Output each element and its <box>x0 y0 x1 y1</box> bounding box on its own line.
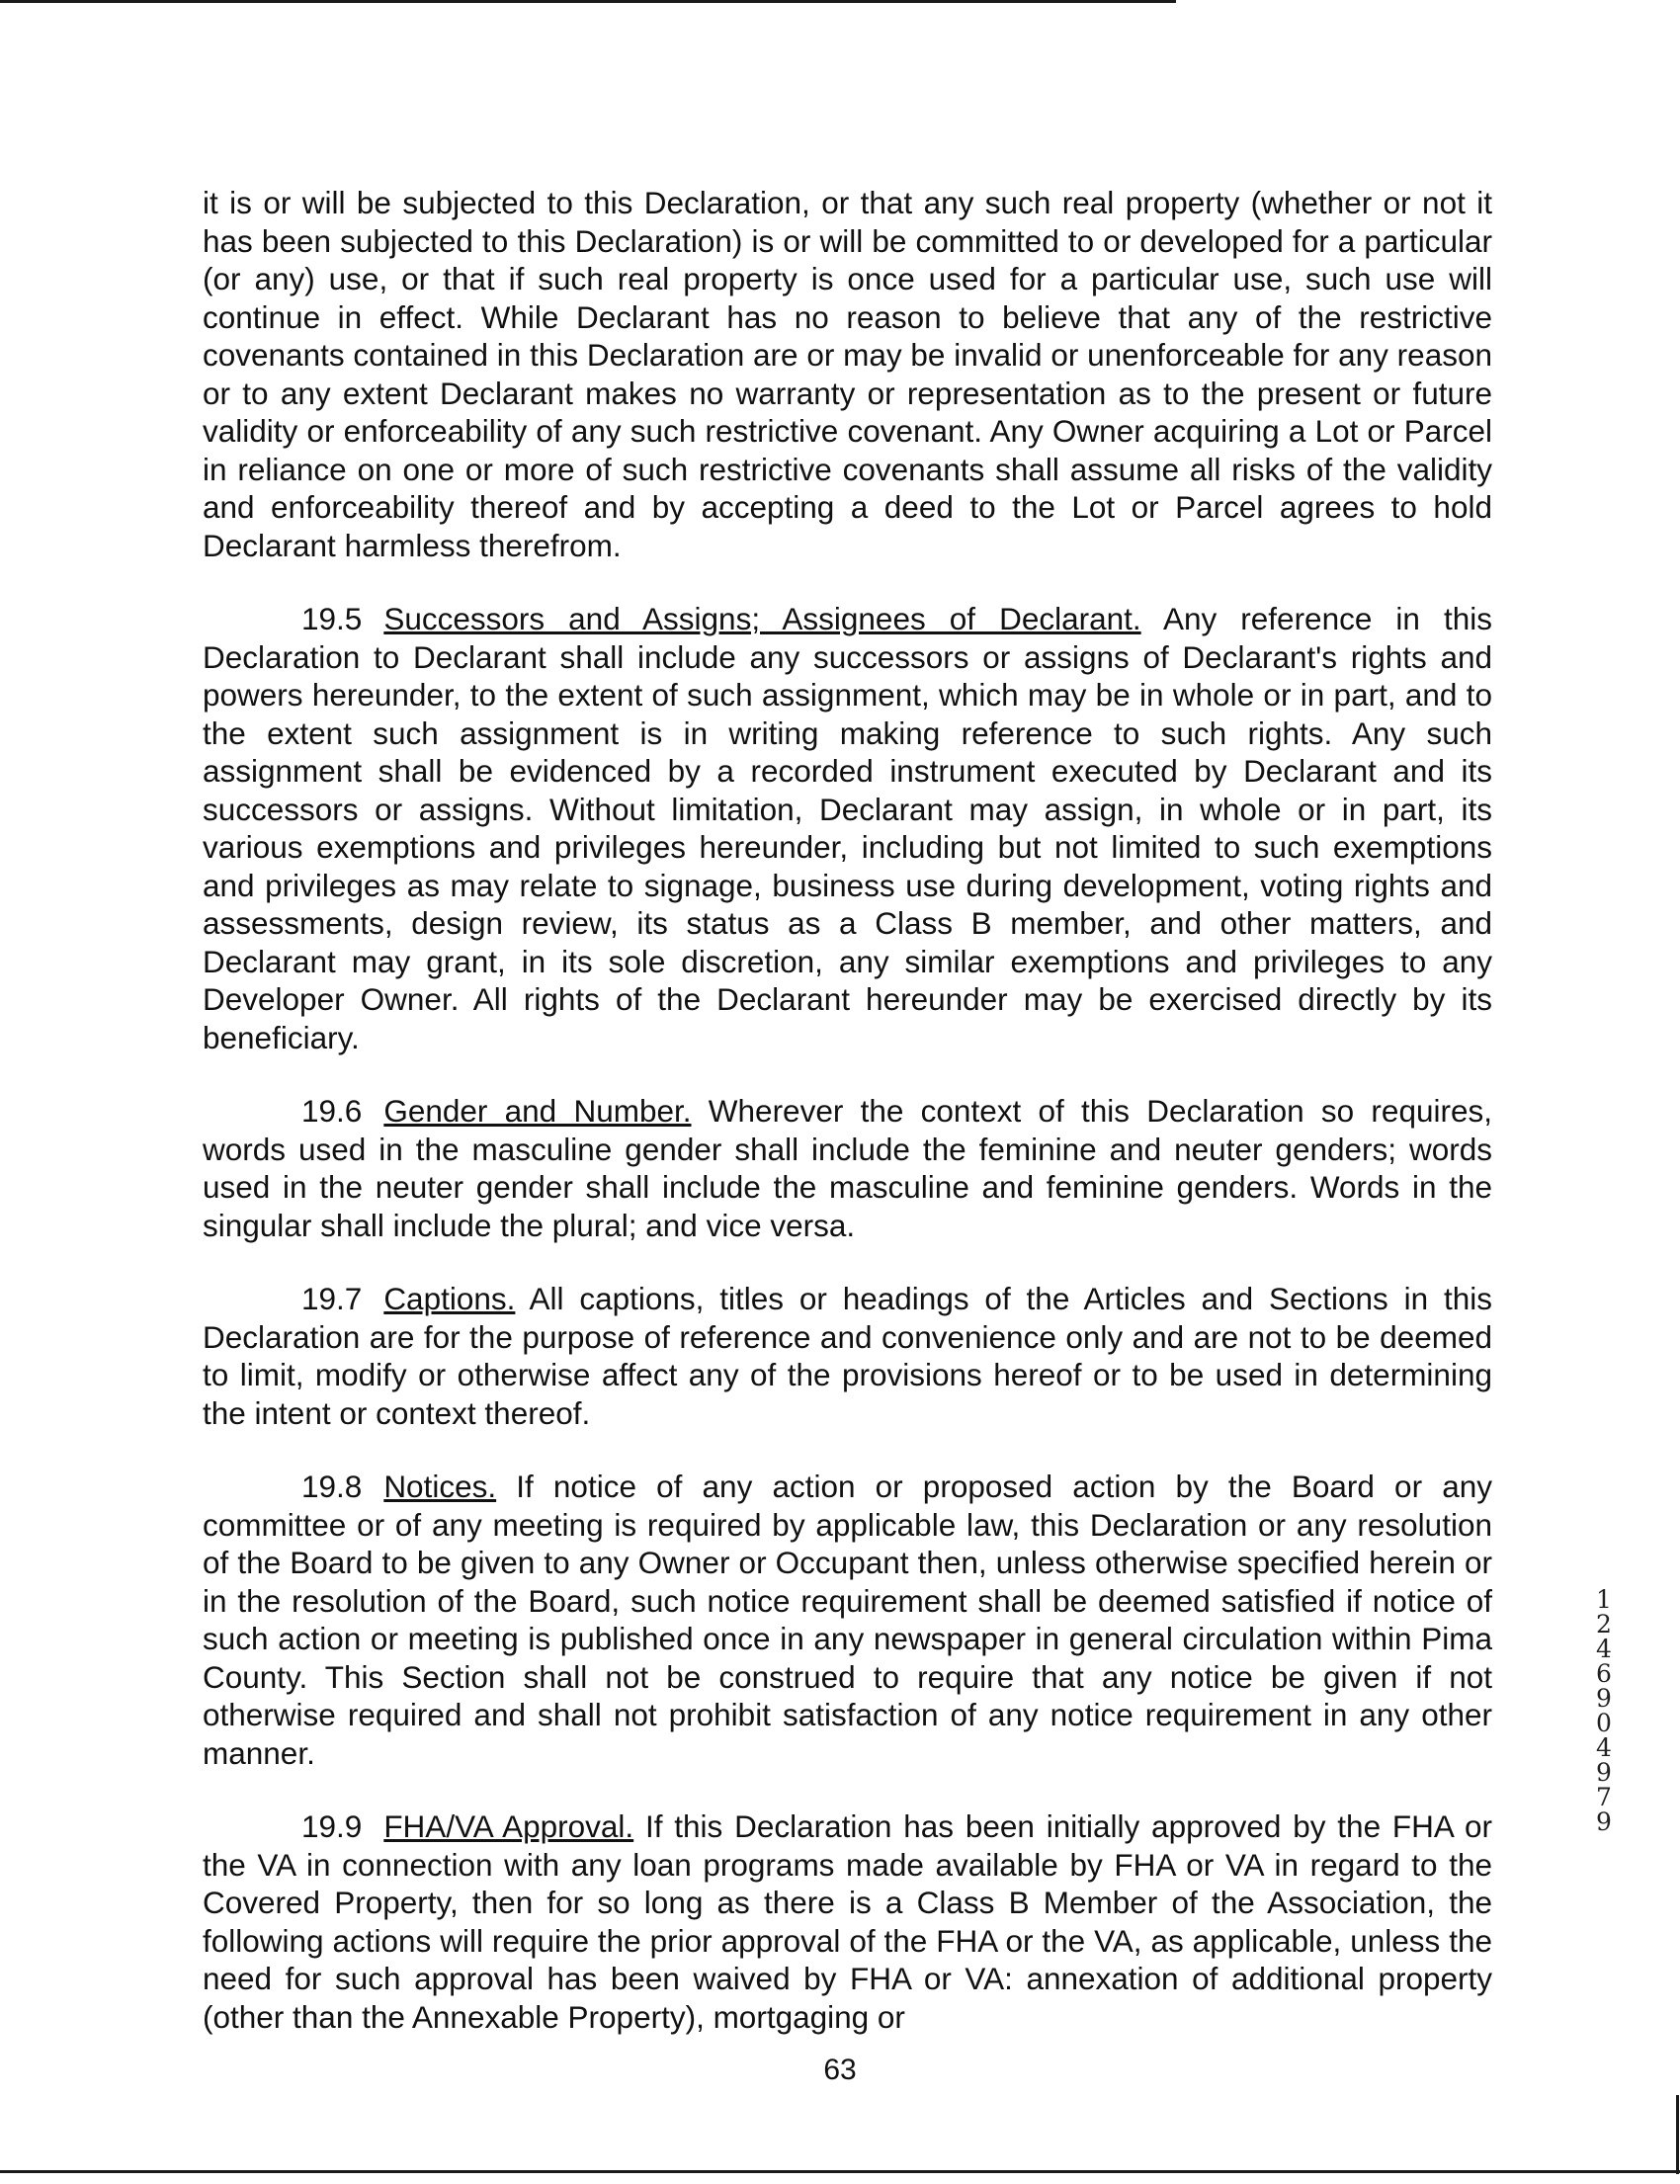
section-title: FHA/VA Approval. <box>383 1808 634 1844</box>
section-body: All captions, titles or headings of the Articles and Sections in this Declaration are for the purpose of reference and convenience only and are not to be deemed to limit, modify or otherwise affect any of the provisions hereof or to be used in determining the intent or context thereof. <box>203 1281 1492 1431</box>
section-body: Any reference in this Declaration to Declarant shall include any successors or assigns of Declarant's rights and powers hereunder, to the extent of such assignment, which may be in whole or in part, and to the extent such assignment is in writing making reference to such rights. Any such assignment shall be evidenced by a recorded instrument executed by Declarant and its successors or assigns. Without limitation, Declarant may assign, in whole or in part, its various exemptions and privileges hereunder, including but not limited to such exemptions and privileges as may relate to signage, business use during development, voting rights and assessments, design review, its status as a Class B member, and other matters, and Declarant may grant, in its sole discretion, any similar exemptions and privileges to any Developer Owner. All rights of the Declarant hereunder may be exercised directly by its beneficiary. <box>203 601 1492 1055</box>
section-19-9 <box>203 1807 1492 2036</box>
section-number: 19.7 <box>301 1281 363 1316</box>
scan-border-top <box>0 0 1176 3</box>
document-page <box>203 184 1492 2036</box>
page-number: 63 <box>823 2054 857 2086</box>
scan-border-right <box>1676 2095 1679 2174</box>
section-number: 19.9 <box>301 1808 363 1844</box>
section-title: Captions. <box>383 1281 516 1316</box>
section-body: Wherever the context of this Declaration so requires, words used in the masculine gender shall include the feminine and neuter genders; words used in the neuter gender shall include the masculine and feminine genders. Words in the singular shall include the plural; and vice versa. <box>203 1093 1492 1243</box>
section-19-8 <box>203 1468 1492 1772</box>
section-19-5 <box>203 600 1492 1056</box>
section-number: 19.8 <box>301 1469 363 1504</box>
section-title: Notices. <box>383 1469 497 1504</box>
section-19-7 <box>203 1280 1492 1432</box>
section-number: 19.5 <box>301 601 363 636</box>
scan-border-bottom <box>0 2170 1680 2173</box>
section-body: If this Declaration has been initially approved by the FHA or the VA in connection with any loan programs made available by FHA or VA in regard to the Covered Property, then for so long as there is a Class B Member of the Association, the following actions will require the prior approval of the FHA or the VA, as applicable, unless the need for such approval has been waived by FHA or VA: annexation of additional property (other than the Annexable Property), mortgaging or <box>203 1808 1492 2035</box>
section-title: Successors and Assigns; Assignees of Declarant. <box>383 601 1141 636</box>
section-number: 19.6 <box>301 1093 363 1129</box>
continuation-paragraph: it is or will be subjected to this Declaration, or that any such real property (whether or not it has been subjected to this Declaration) is or will be committed to or developed for a particular (or any) use, or that if such real property is once used for a particular use, such use will continue in effect. While Declarant has no reason to believe that any of the restrictive covenants contained in this Declaration are or may be invalid or unenforceable for any reason or to any extent Declarant makes no warranty or representation as to the present or future validity or enforceability of any such restrictive covenant. Any Owner acquiring a Lot or Parcel in reliance on one or more of such restrictive covenants shall assume all risks of the validity and enforceability thereof and by accepting a deed to the Lot or Parcel agrees to hold Declarant harmless therefrom. <box>203 185 1492 563</box>
section-19-6 <box>203 1092 1492 1244</box>
section-title: Gender and Number. <box>383 1093 692 1129</box>
recording-number-stamp: 12469 04979 <box>1596 1585 1612 1836</box>
section-body: If notice of any action or proposed action by the Board or any committee or of any meeting is required by applicable law, this Declaration or any resolution of the Board to be given to any Owner or Occupant then, unless otherwise specified herein or in the resolution of the Board, such notice requirement shall be deemed satisfied if notice of such action or meeting is published once in any newspaper in general circulation within Pima County. This Section shall not be construed to require that any notice be given if not otherwise required and shall not prohibit satisfaction of any notice requirement in any other manner. <box>203 1469 1492 1771</box>
